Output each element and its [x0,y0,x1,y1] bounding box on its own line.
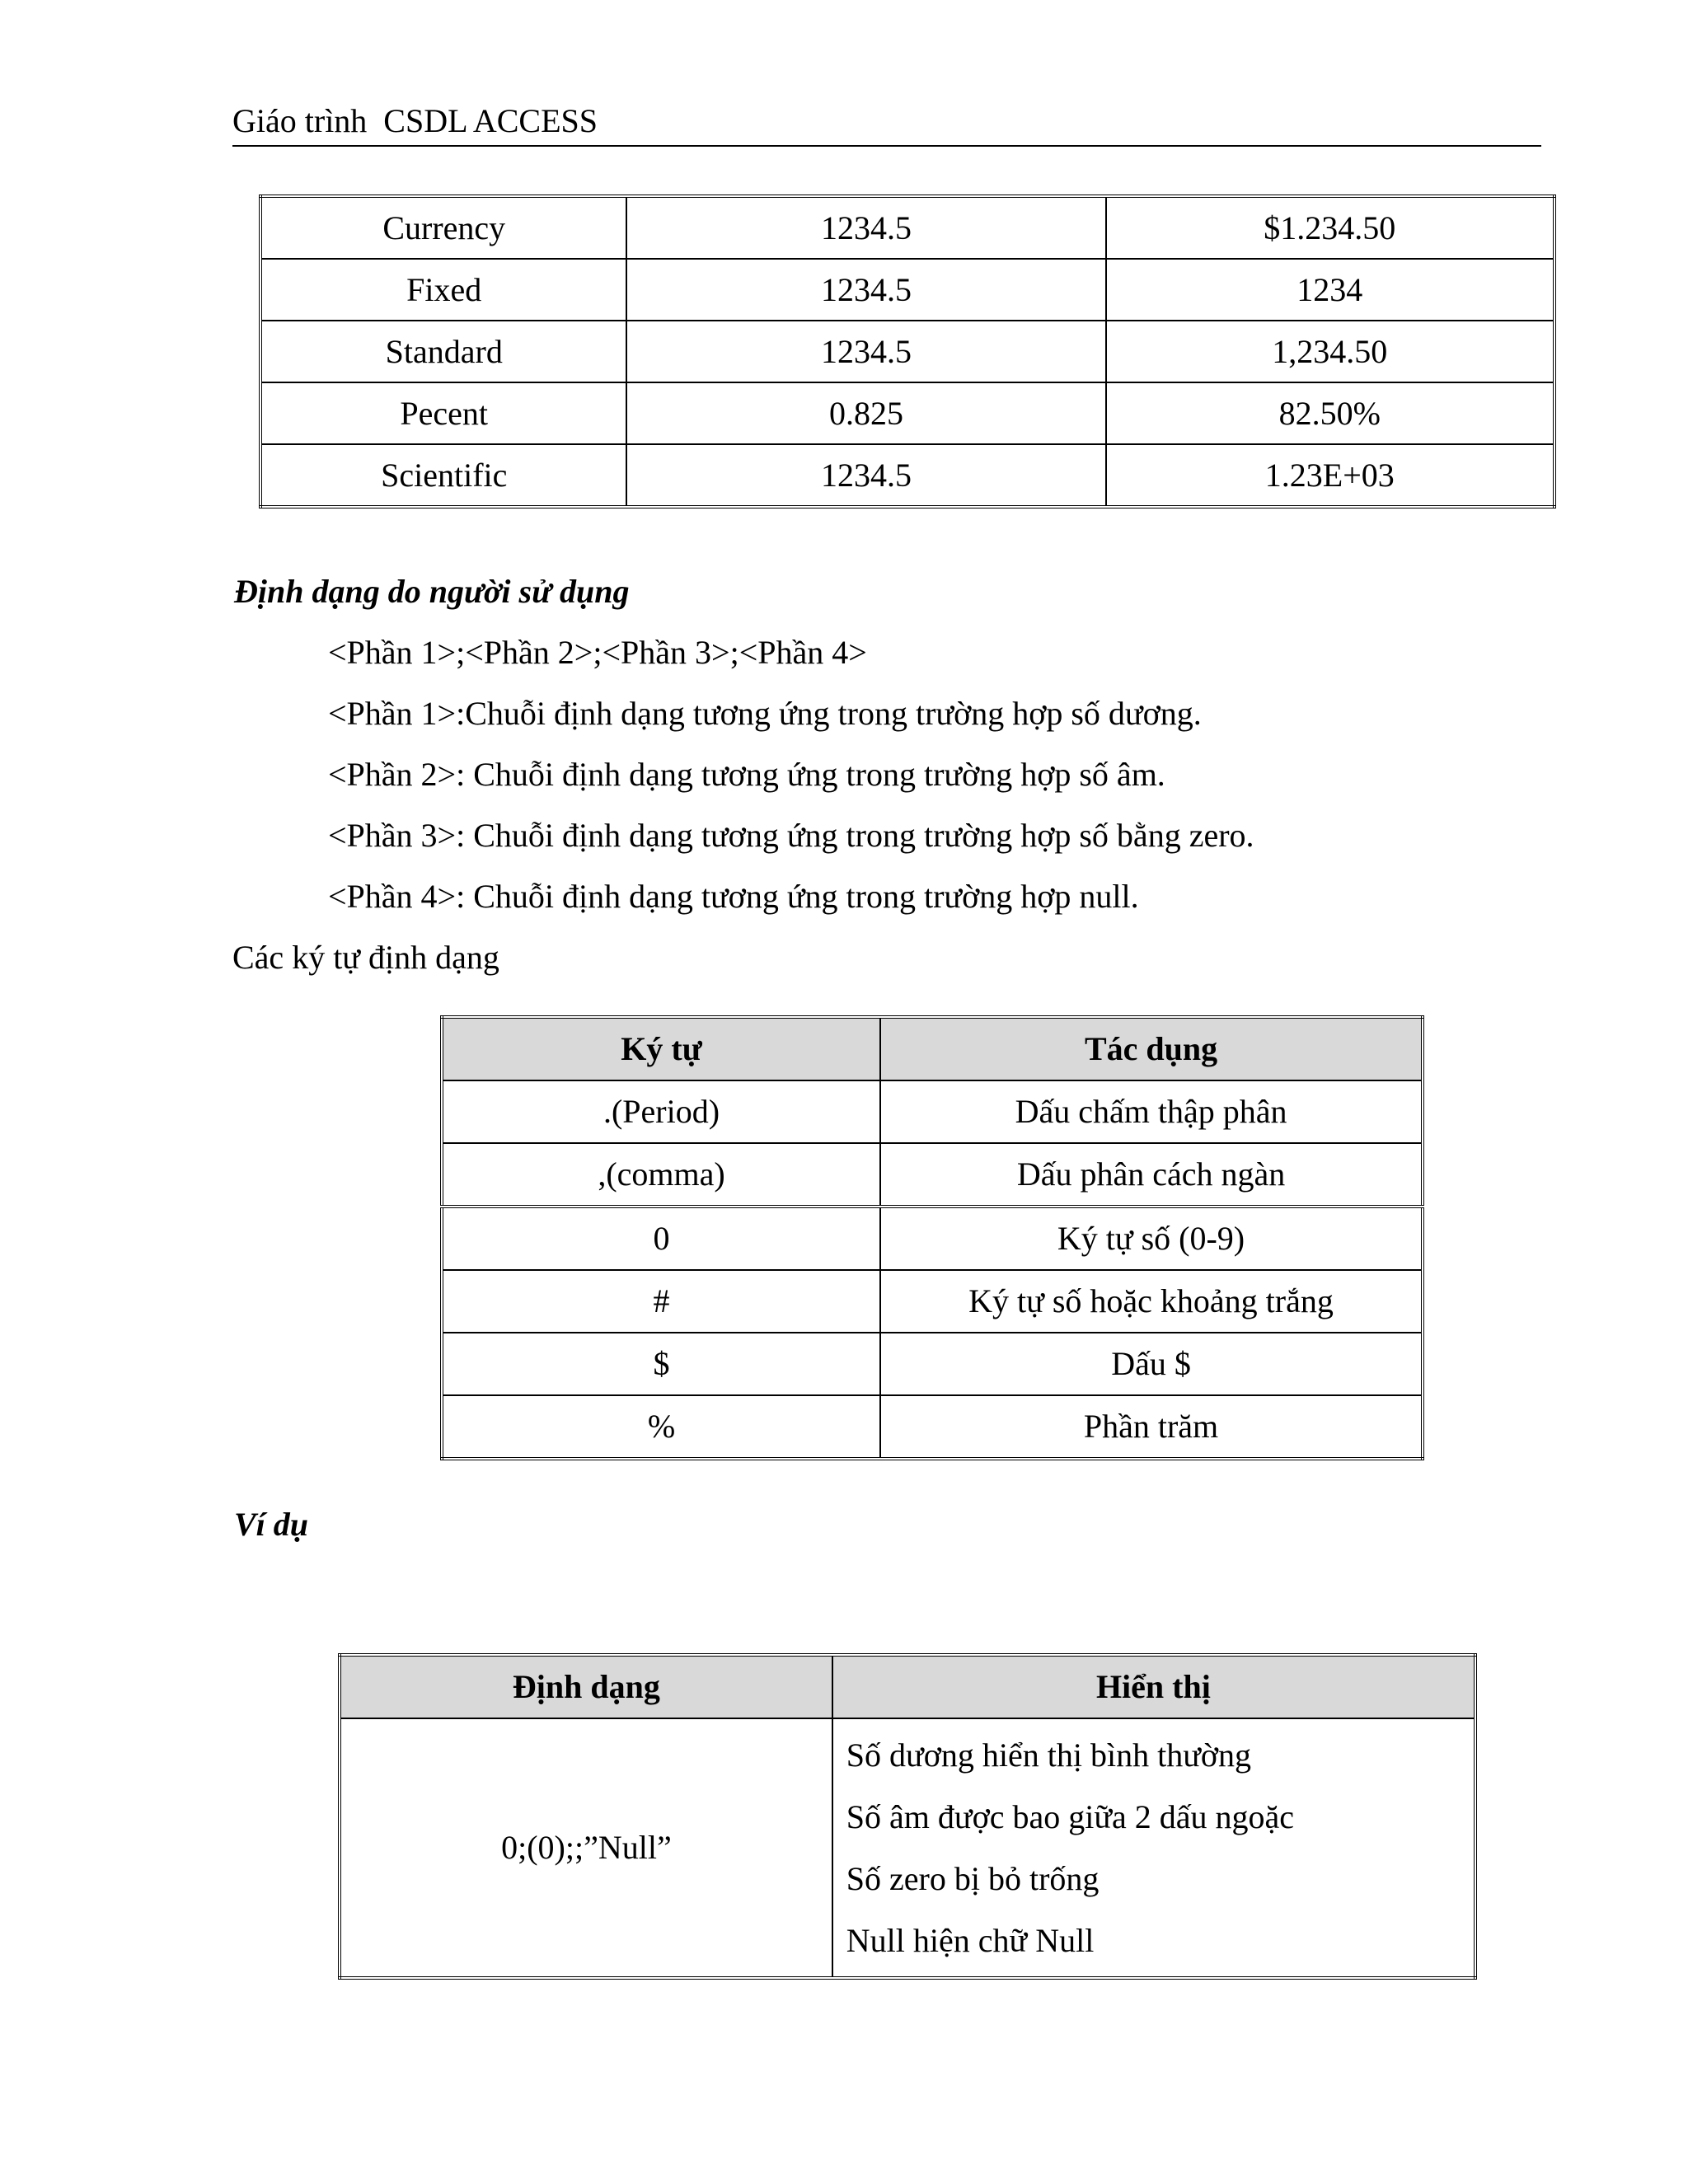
section-heading-custom-format: Định dạng do người sử dụng [234,573,630,610]
display-line: Số dương hiển thị bình thường [846,1736,1252,1774]
table-cell: Fixed [260,259,626,321]
table-cell: 1234.5 [626,444,1105,507]
display-line: Null hiện chữ Null [846,1922,1095,1959]
table-cell: Ký tự số hoặc khoảng trắng [880,1270,1423,1333]
table-cell: .(Period) [442,1080,880,1143]
table-cell: Dấu phân cách ngàn [880,1143,1423,1207]
table-cell: Currency [260,196,626,259]
table-row [442,1270,1423,1333]
table-cell: Pecent [260,382,626,444]
table-row [340,1718,1475,1978]
table-cell: ,(comma) [442,1143,880,1207]
table-cell: Phần trăm [880,1395,1423,1459]
table-cell-format: 0;(0);;”Null” [340,1718,832,1978]
table-cell: 0.825 [626,382,1105,444]
paragraph-line: <Phần 4>: Chuỗi định dạng tương ứng trong trường hợp null. [328,878,1139,915]
table-cell: % [442,1395,880,1459]
table-cell: Dấu chấm thập phân [880,1080,1423,1143]
table-header-row [340,1655,1475,1718]
format-examples-table [259,194,1556,509]
table-cell: $1.234.50 [1106,196,1554,259]
format-characters-table [440,1015,1424,1460]
table-cell: 1234 [1106,259,1554,321]
page-header [232,97,1541,147]
table-row [442,1207,1423,1270]
section-heading-example: Ví dụ [234,1506,309,1543]
table-row [442,1395,1423,1459]
paragraph-line: <Phần 3>: Chuỗi định dạng tương ứng trong trường hợp số bằng zero. [328,817,1254,854]
display-line: Số âm được bao giữa 2 dấu ngoặc [846,1798,1295,1835]
table-row [260,259,1554,321]
example-format-table [338,1653,1477,1980]
table-header-row [442,1017,1423,1080]
table-row [442,1143,1423,1207]
column-header: Hiển thị [832,1655,1475,1718]
paragraph-line: <Phần 1>:Chuỗi định dạng tương ứng trong trường hợp số dương. [328,695,1202,732]
header-title: Giáo trình CSDL ACCESS [232,102,598,139]
table-cell-display [832,1718,1475,1978]
table-cell: 1234.5 [626,196,1105,259]
column-header: Tác dụng [880,1017,1423,1080]
table-cell: Dấu $ [880,1333,1423,1395]
table-cell: $ [442,1333,880,1395]
table-cell: 1,234.50 [1106,321,1554,382]
table-row [442,1080,1423,1143]
table-cell: Standard [260,321,626,382]
column-header: Ký tự [442,1017,880,1080]
column-header: Định dạng [340,1655,832,1718]
table-row [260,382,1554,444]
table-cell: 82.50% [1106,382,1554,444]
table-cell: Scientific [260,444,626,507]
table-cell: Ký tự số (0-9) [880,1207,1423,1270]
table-cell: # [442,1270,880,1333]
paragraph-line: <Phần 2>: Chuỗi định dạng tương ứng trong trường hợp số âm. [328,756,1165,793]
paragraph-line: <Phần 1>;<Phần 2>;<Phần 3>;<Phần 4> [328,634,867,671]
display-line: Số zero bị bỏ trống [846,1860,1100,1897]
table-row [260,444,1554,507]
table-row [260,321,1554,382]
table-cell: 0 [442,1207,880,1270]
table-cell: 1234.5 [626,321,1105,382]
paragraph-intro: Các ký tự định dạng [232,939,499,976]
table-cell: 1234.5 [626,259,1105,321]
table-row [442,1333,1423,1395]
table-row [260,196,1554,259]
table-cell: 1.23E+03 [1106,444,1554,507]
